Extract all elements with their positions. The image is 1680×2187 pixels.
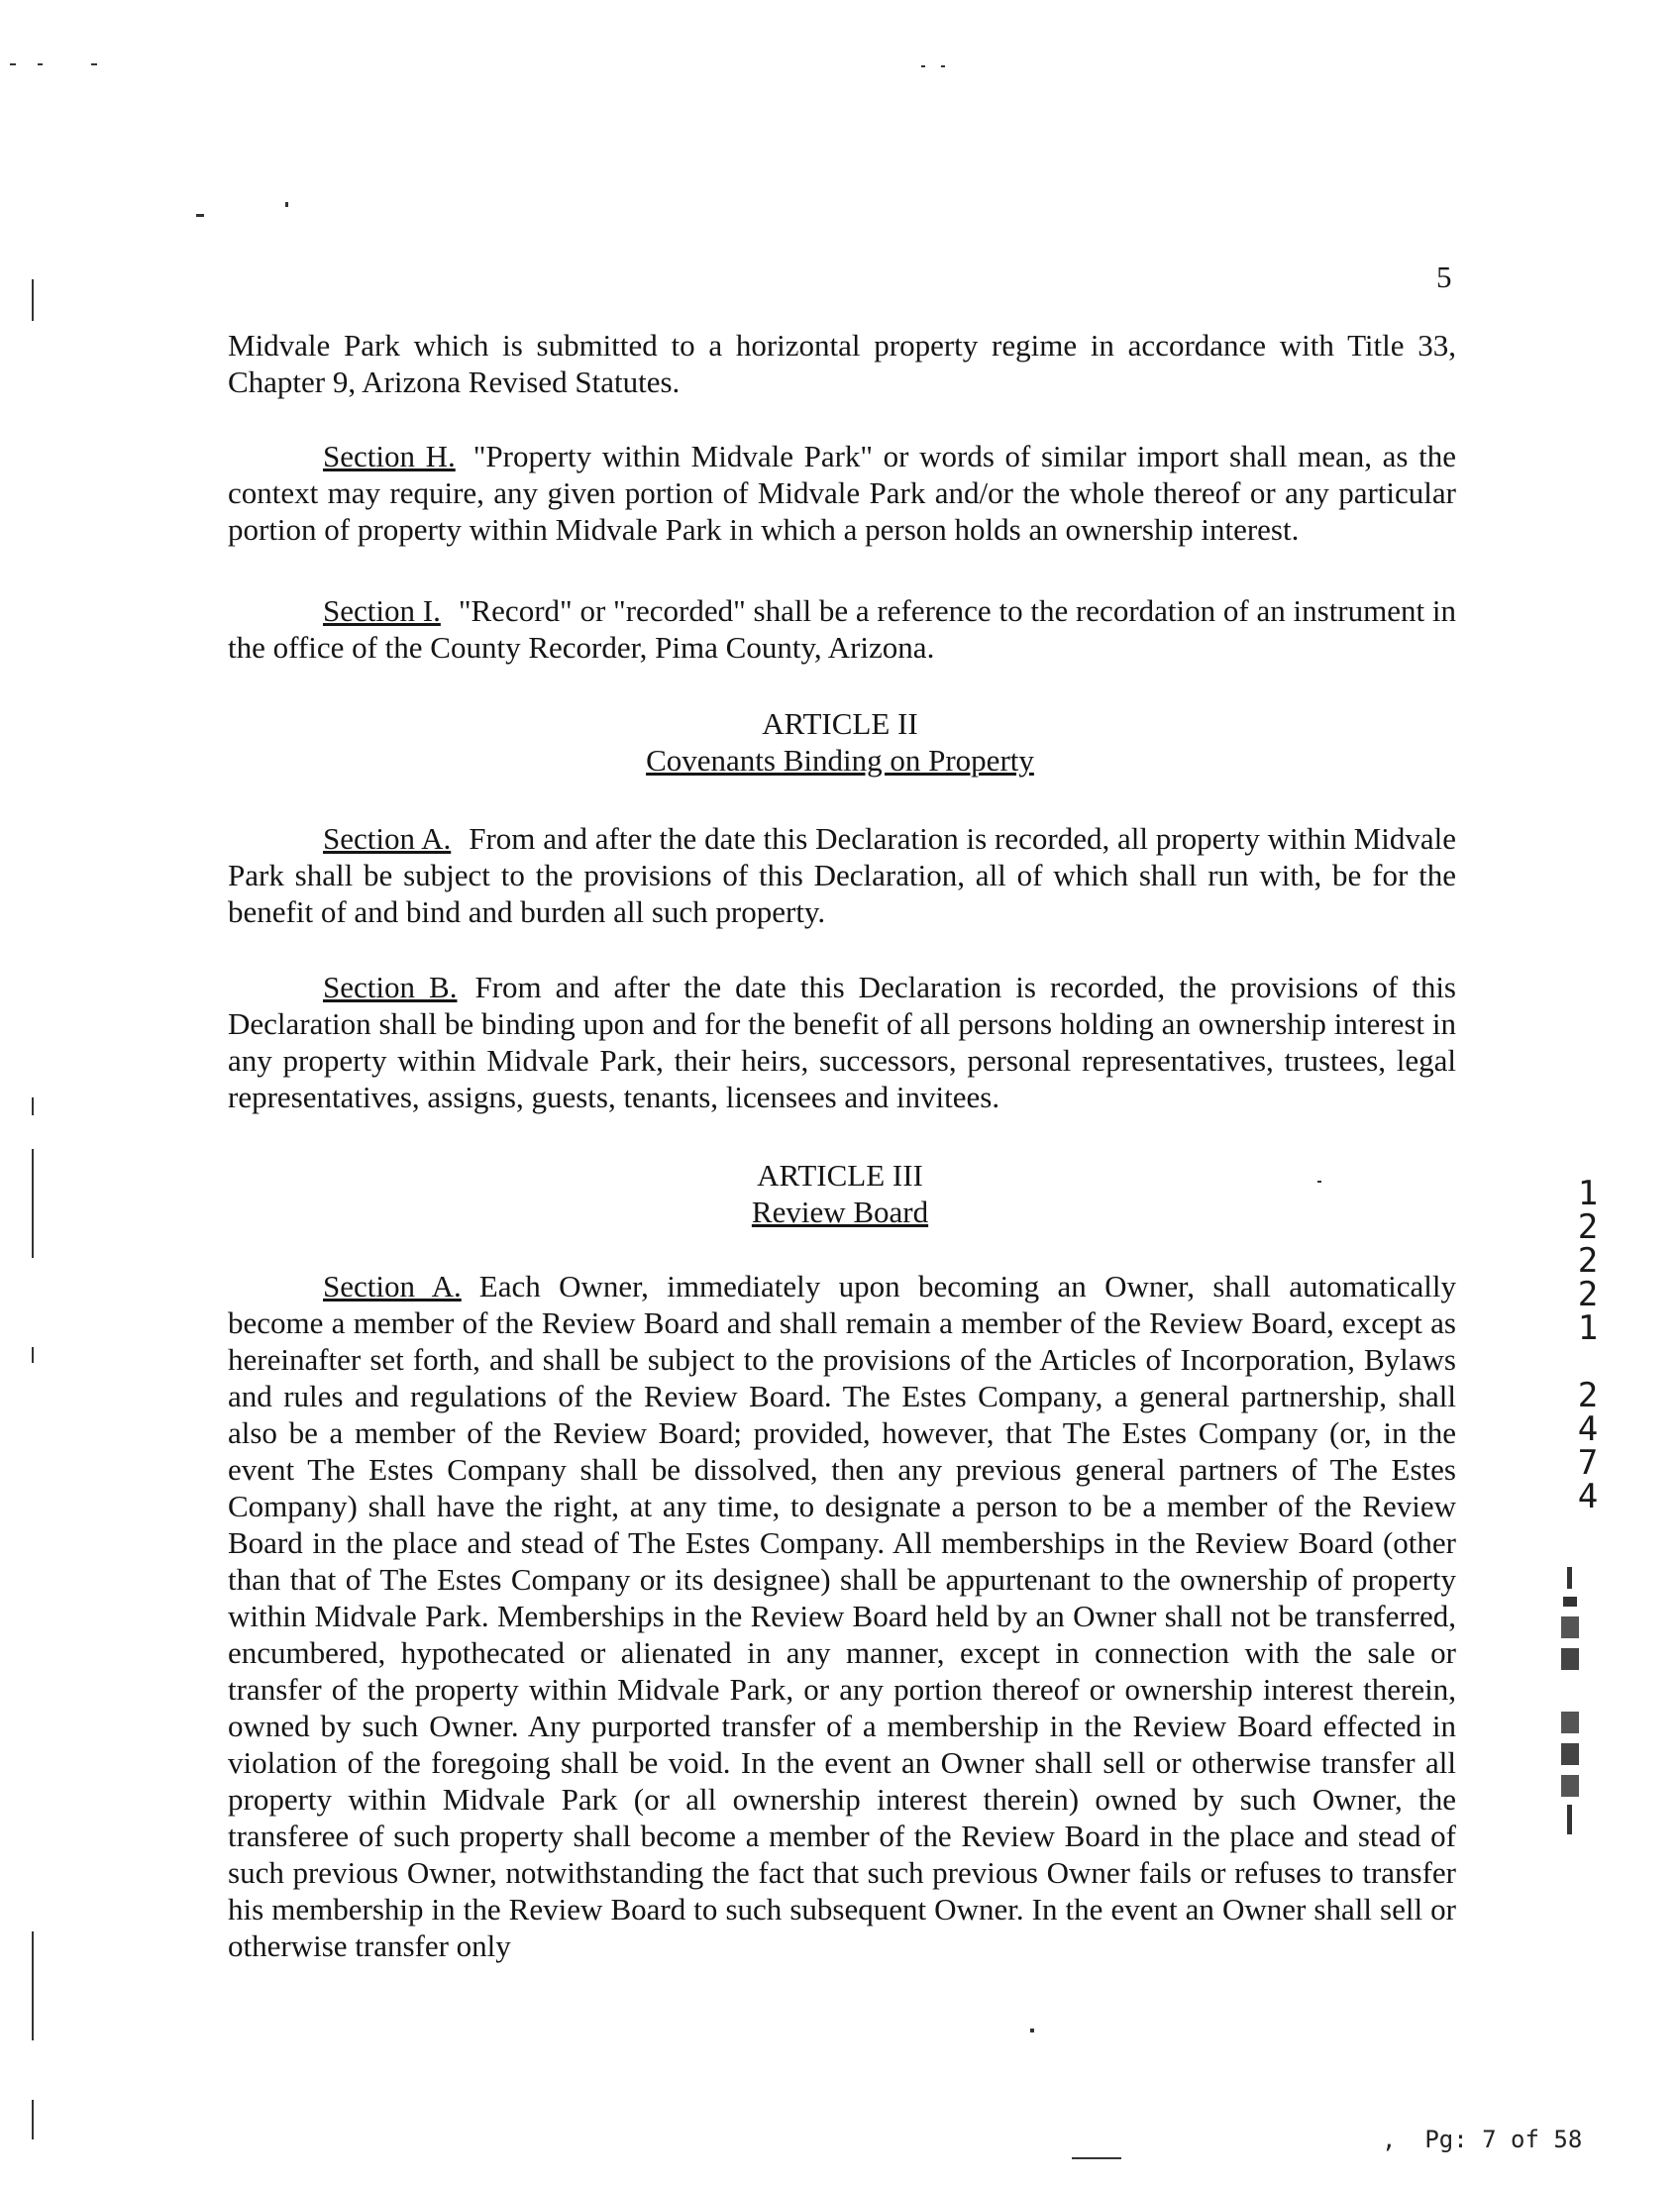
section-i-text: "Record" or "recorded" shall be a reference to the recordation of an instrument in the office of the County Recorder, Pima County, Arizona. [228,593,1456,665]
article-2-section-b-label: Section B. [323,970,458,1004]
scan-mark [1561,1775,1579,1797]
stamp-digit: 7 [1577,1443,1599,1483]
scan-mark [38,63,43,65]
scan-mark [921,65,925,67]
scan-mark [1030,2029,1034,2032]
article-2-section-a [228,820,1456,930]
stamp-digit: 4 [1577,1477,1599,1516]
article-3-subtitle: Review Board [751,1195,929,1229]
scan-mark [10,63,16,65]
article-3-heading [0,1157,1680,1230]
scan-mark [32,279,34,321]
scan-mark [941,65,945,67]
scan-mark [1072,2157,1121,2159]
footer-page-count: Pg: 7 of 58 [1424,2126,1583,2153]
scan-mark [1563,1597,1577,1607]
scan-mark [32,2100,34,2139]
scan-mark [1561,1648,1579,1670]
page-count-footer [1382,2126,1582,2153]
stamp-digit: 4 [1577,1409,1599,1449]
scan-mark [91,63,97,65]
article-2-section-a-label: Section A. [323,821,452,856]
scan-mark [32,1931,34,2040]
section-i-label: Section I. [323,593,441,628]
scan-mark [32,1347,34,1363]
article-3-section-a [228,1268,1456,1964]
scan-mark [285,202,288,207]
article-2-section-b [228,969,1456,1115]
article-3-section-a-text: Each Owner, immediately upon becoming an Owner, shall automatically become a member of the Review Board and shall remain a member of the Review Board, except as hereinafter set forth, and shall be subject to the provisions of the Articles of Incorporation, Bylaws and rules and regulations of the Review Board. The Estes Company, a general partnership, shall also be a member of the Review Board; provided, however, that The Estes Company (or, in the event The Estes Company shall be dissolved, then any previous general partners of The Estes Company) shall have the right, at any time, to designate a person to be a member of the Review Board in the place and stead of The Estes Company. All memberships in the Review Board (other than that of The Estes Company or its designee) shall be appurtenant to the ownership of property within Midvale Park. Memberships in the Review Board held by an Owner shall not be transferred, encumbered, hypothecated or alienated in any manner, except in connection with the sale or transfer of the property within Midvale Park, or any portion thereof or ownership interest therein, owned by such Owner. Any purported transfer of a membership in the Review Board effected in violation of the foregoing shall be void. In the event an Owner shall sell or otherwise transfer all property within Midvale Park (or all ownership interest therein) owned by such Owner, the transferee of such property shall become a member of the Review Board in the place and stead of such previous Owner, notwithstanding the fact that such previous Owner fails or refuses to transfer his membership in the Review Board to such subsequent Owner. In the event an Owner shall sell or otherwise transfer only [228,1269,1456,1963]
scan-mark [1561,1743,1579,1765]
scan-mark [32,1097,34,1115]
article-2-subtitle: Covenants Binding on Property [646,743,1034,778]
stamp-digit: 1 [1577,1308,1599,1348]
article-3-section-a-label: Section A. [323,1269,462,1303]
recording-number-stamp [1563,1174,1613,1516]
footer-comma: , [1382,2126,1425,2153]
scan-mark [1567,1567,1572,1589]
scan-mark [1561,1616,1579,1638]
stamp-digit: 2 [1577,1275,1599,1314]
scan-mark [196,214,204,217]
scan-mark [1561,1712,1579,1733]
stamp-digit: 1 [1577,1174,1599,1213]
stamp-digit: 2 [1577,1241,1599,1281]
article-2-section-b-text: From and after the date this Declaration is recorded, the provisions of this Declaration shall be binding upon and for the benefit of all persons holding an ownership interest in any property within Midvale Park, their heirs, successors, personal representatives, trustees, legal representatives, assigns, guests, tenants, licensees and invitees. [228,970,1456,1114]
paragraph-continuation: Midvale Park which is submitted to a horizontal property regime in accordance with Title 33, Chapter 9, Arizona Revised Statutes. [228,328,1456,399]
page-number: 5 [1436,260,1452,294]
article-2-section-a-text: From and after the date this Declaration is recorded, all property within Midvale Park shall be subject to the provisions of this Declaration, all of which shall run with, be for the benefit of and bind and burden all such property. [228,821,1456,929]
article-2-title: ARTICLE II [762,706,918,741]
article-2-heading [0,705,1680,779]
stamp-digit: 2 [1577,1207,1599,1247]
section-h-text: "Property within Midvale Park" or words of similar import shall mean, as the context may require, any given portion of Midvale Park and/or the whole thereof or any particular portion of property within Midvale Park in which a person holds an ownership interest. [228,439,1456,547]
stamp-gap [1563,1345,1613,1379]
rotated-stamp-marks [1553,1567,1603,1884]
section-i [228,592,1456,666]
article-3-title: ARTICLE III [757,1158,923,1193]
stamp-digit: 2 [1577,1376,1599,1415]
section-h [228,438,1456,548]
section-h-label: Section H. [323,439,456,473]
scan-mark [1567,1805,1572,1834]
